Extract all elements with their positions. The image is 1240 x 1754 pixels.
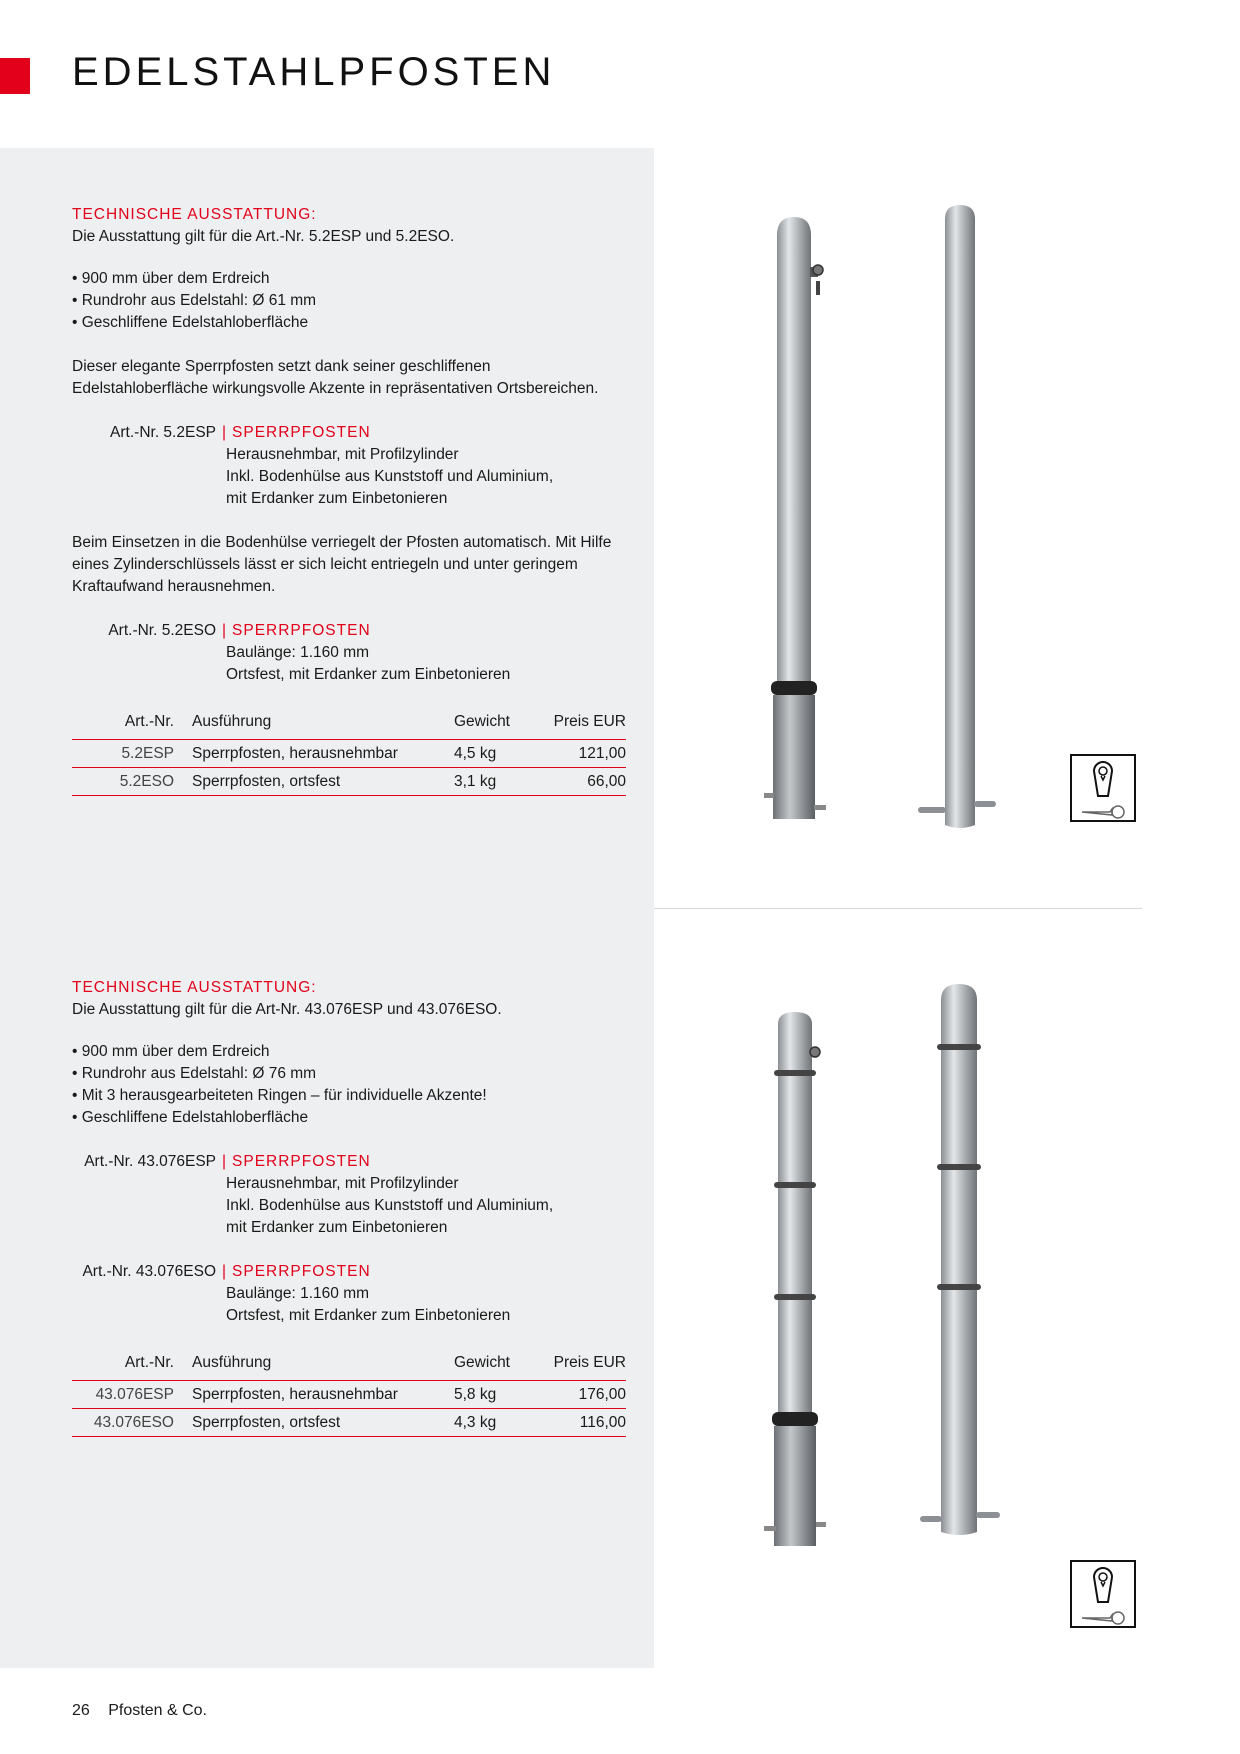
feature-item: • Geschliffene Edelstahloberfläche — [72, 1107, 628, 1129]
article-description: Baulänge: 1.160 mm — [226, 1285, 370, 1302]
article-block-43-076eso — [72, 1261, 628, 1327]
price-table — [72, 708, 626, 796]
section-heading: TECHNISCHE AUSSTATTUNG: — [72, 206, 317, 223]
article-block-5-2esp — [72, 422, 628, 510]
fixed-post-5-2eso-image — [915, 205, 1005, 835]
removable-post-5-2esp-image — [760, 205, 830, 835]
page-number: 26 — [72, 1702, 90, 1719]
table-header-row — [72, 1349, 626, 1381]
col-header-preis: Preis EUR — [553, 1353, 626, 1371]
article-type: SPERRPFOSTEN — [232, 622, 371, 639]
footer-label: Pfosten & Co. — [108, 1702, 207, 1719]
feature-item: • Rundrohr aus Edelstahl: Ø 76 mm — [72, 1063, 628, 1085]
cell-art-nr: 5.2ESP — [121, 744, 174, 762]
fixed-post-43-076eso-image — [915, 984, 1005, 1544]
product-section-5-2 — [72, 204, 628, 796]
article-description: Inkl. Bodenhülse aus Kunststoff und Aluminium, — [226, 468, 554, 485]
cell-preis: 66,00 — [587, 772, 626, 790]
article-type: SPERRPFOSTEN — [232, 1153, 371, 1170]
article-description: mit Erdanker zum Einbetonieren — [226, 1219, 448, 1236]
removable-post-43-076esp-image — [760, 1008, 830, 1548]
article-number: Art.-Nr. 43.076ESP — [84, 1153, 216, 1170]
article-description: Ortsfest, mit Erdanker zum Einbetonieren — [226, 1307, 511, 1324]
col-header-preis: Preis EUR — [553, 712, 626, 730]
article-number: Art.-Nr. 43.076ESO — [82, 1263, 216, 1280]
feature-item: • 900 mm über dem Erdreich — [72, 268, 628, 290]
article-type: SPERRPFOSTEN — [232, 1263, 371, 1280]
separator-bar: | — [222, 424, 227, 441]
col-header-gewicht: Gewicht — [454, 1353, 510, 1371]
article-block-43-076esp — [72, 1151, 628, 1239]
article-number: Art.-Nr. 5.2ESO — [108, 622, 216, 639]
cell-gewicht: 4,5 kg — [454, 744, 497, 762]
cell-art-nr: 43.076ESO — [93, 1413, 174, 1431]
separator-bar: | — [222, 1263, 227, 1280]
price-table — [72, 1349, 626, 1437]
table-row — [72, 1409, 626, 1437]
cell-ausfuehrung: Sperrpfosten, herausnehmbar — [192, 744, 398, 762]
page-title: EDELSTAHLPFOSTEN — [72, 50, 556, 94]
article-type: SPERRPFOSTEN — [232, 424, 371, 441]
cell-art-nr: 43.076ESP — [95, 1385, 174, 1403]
separator-bar: | — [222, 622, 227, 639]
cell-art-nr: 5.2ESO — [119, 772, 174, 790]
profile-cylinder-key-icon — [1070, 1560, 1136, 1628]
feature-item: • Rundrohr aus Edelstahl: Ø 61 mm — [72, 290, 628, 312]
cylinder-lock-symbol — [1072, 756, 1134, 820]
cell-ausfuehrung: Sperrpfosten, ortsfest — [192, 1413, 341, 1431]
table-row — [72, 768, 626, 796]
table-row — [72, 1381, 626, 1409]
profile-cylinder-key-icon — [1070, 754, 1136, 822]
cell-preis: 176,00 — [578, 1385, 626, 1403]
feature-list — [72, 1041, 628, 1129]
cell-gewicht: 4,3 kg — [454, 1413, 497, 1431]
table-row — [72, 740, 626, 768]
article-description: Herausnehmbar, mit Profilzylinder — [226, 446, 459, 463]
product-section-43-076 — [72, 977, 628, 1437]
article-description: Baulänge: 1.160 mm — [226, 644, 370, 661]
article-description: Herausnehmbar, mit Profilzylinder — [226, 1175, 459, 1192]
cylinder-lock-symbol — [1072, 1562, 1134, 1626]
cell-gewicht: 3,1 kg — [454, 772, 497, 790]
cell-preis: 121,00 — [578, 744, 626, 762]
article-description: mit Erdanker zum Einbetonieren — [226, 490, 448, 507]
page-footer — [72, 1702, 207, 1720]
feature-item: • 900 mm über dem Erdreich — [72, 1041, 628, 1063]
feature-item: • Geschliffene Edelstahloberfläche — [72, 312, 628, 334]
cell-ausfuehrung: Sperrpfosten, herausnehmbar — [192, 1385, 398, 1403]
cell-ausfuehrung: Sperrpfosten, ortsfest — [192, 772, 341, 790]
title-accent-square — [0, 58, 30, 94]
article-block-5-2eso — [72, 620, 628, 686]
product-divider — [654, 908, 1142, 909]
col-header-art-nr: Art.-Nr. — [124, 712, 174, 730]
locking-description: Beim Einsetzen in die Bodenhülse verriegelt der Pfosten automatisch. Mit Hilfe eines Zylinderschlüssels lässt er sich leicht entriegeln und unter geringem Kraftaufwand herausnehmen. — [72, 534, 612, 595]
col-header-art-nr: Art.-Nr. — [124, 1353, 174, 1371]
col-header-gewicht: Gewicht — [454, 712, 510, 730]
product-description: Dieser elegante Sperrpfosten setzt dank seiner geschliffenen Edelstahloberfläche wirkungsvolle Akzente in repräsentativen Ortsbereichen. — [72, 358, 599, 397]
separator-bar: | — [222, 1153, 227, 1170]
article-description: Ortsfest, mit Erdanker zum Einbetonieren — [226, 666, 511, 683]
section-intro: Die Ausstattung gilt für die Art-Nr. 43.076ESP und 43.076ESO. — [72, 1001, 502, 1018]
feature-list — [72, 268, 628, 334]
section-heading: TECHNISCHE AUSSTATTUNG: — [72, 979, 317, 996]
feature-item: • Mit 3 herausgearbeiteten Ringen – für individuelle Akzente! — [72, 1085, 628, 1107]
table-header-row — [72, 708, 626, 740]
article-number: Art.-Nr. 5.2ESP — [110, 424, 216, 441]
cell-gewicht: 5,8 kg — [454, 1385, 497, 1403]
article-description: Inkl. Bodenhülse aus Kunststoff und Aluminium, — [226, 1197, 554, 1214]
col-header-ausfuehrung: Ausführung — [192, 1353, 272, 1371]
cell-preis: 116,00 — [579, 1413, 626, 1431]
section-intro: Die Ausstattung gilt für die Art.-Nr. 5.2ESP und 5.2ESO. — [72, 228, 455, 245]
col-header-ausfuehrung: Ausführung — [192, 712, 272, 730]
